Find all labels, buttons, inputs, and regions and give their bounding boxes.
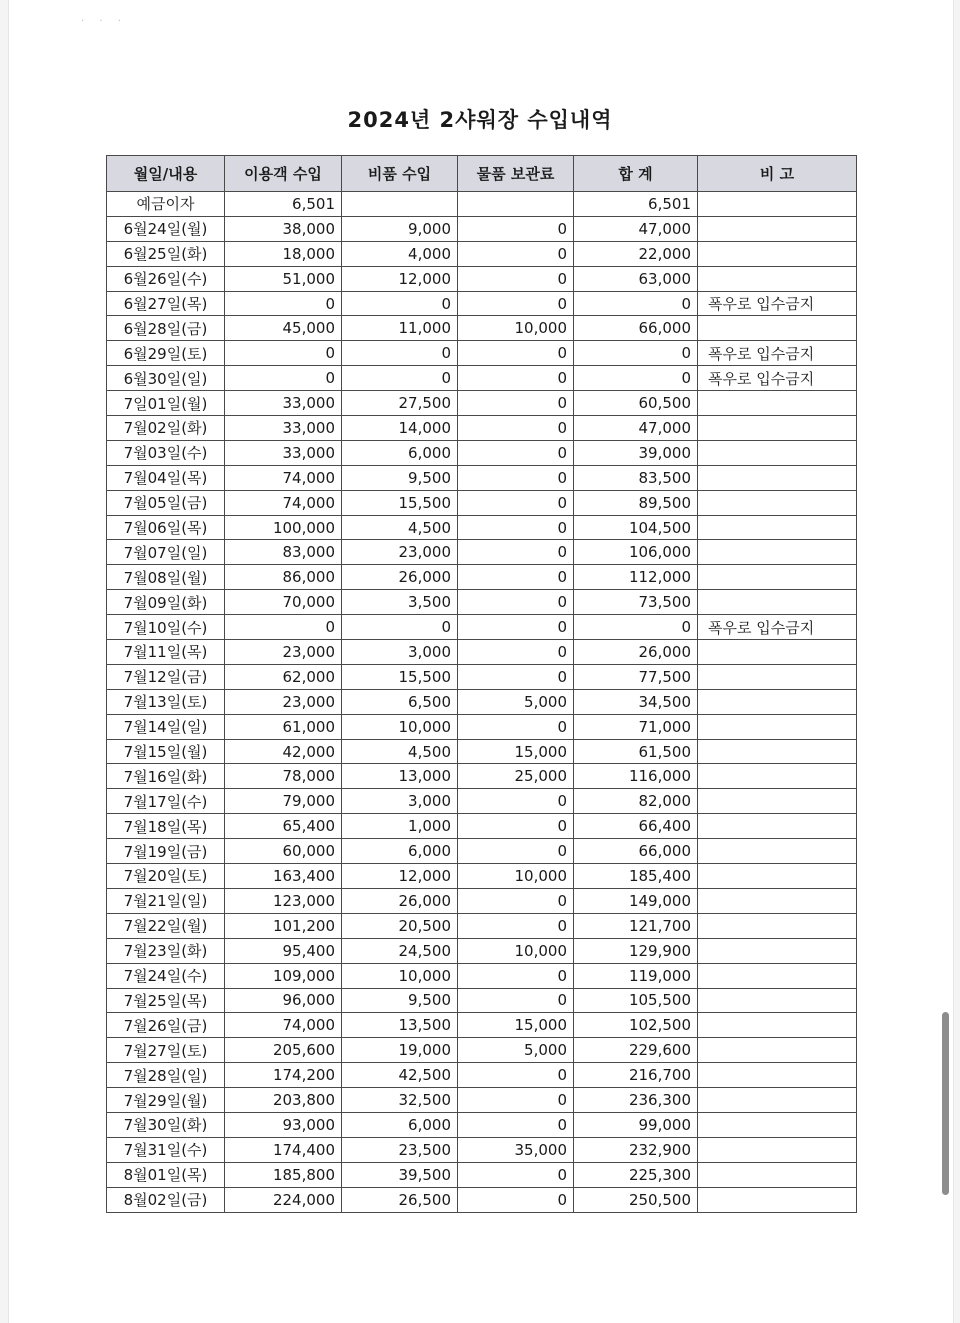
cell-total: 22,000 (574, 241, 698, 266)
cell-storage-fee: 0 (458, 540, 574, 565)
cell-supplies-revenue: 20,500 (342, 913, 458, 938)
cell-visitor-revenue: 93,000 (225, 1112, 342, 1137)
cell-visitor-revenue: 174,400 (225, 1137, 342, 1162)
cell-storage-fee: 0 (458, 590, 574, 615)
cell-total: 61,500 (574, 739, 698, 764)
cell-visitor-revenue: 33,000 (225, 440, 342, 465)
cell-total: 0 (574, 291, 698, 316)
cell-visitor-revenue: 205,600 (225, 1038, 342, 1063)
cell-total: 0 (574, 341, 698, 366)
cell-visitor-revenue: 42,000 (225, 739, 342, 764)
cell-note (698, 1088, 857, 1113)
cell-storage-fee: 5,000 (458, 689, 574, 714)
cell-visitor-revenue: 79,000 (225, 789, 342, 814)
cell-note (698, 1112, 857, 1137)
cell-note (698, 988, 857, 1013)
cell-note: 폭우로 입수금지 (698, 291, 857, 316)
cell-storage-fee: 0 (458, 266, 574, 291)
cell-date: 7월11일(목) (107, 640, 225, 665)
cell-visitor-revenue: 51,000 (225, 266, 342, 291)
cell-total: 236,300 (574, 1088, 698, 1113)
table-row (107, 266, 857, 291)
cell-total: 77,500 (574, 664, 698, 689)
cell-supplies-revenue: 23,000 (342, 540, 458, 565)
table-row (107, 888, 857, 913)
cell-visitor-revenue: 18,000 (225, 241, 342, 266)
cell-date: 7월07일(일) (107, 540, 225, 565)
cell-date: 7월09일(화) (107, 590, 225, 615)
cell-storage-fee: 0 (458, 515, 574, 540)
cell-date: 7월16일(화) (107, 764, 225, 789)
table-row (107, 1063, 857, 1088)
cell-total: 129,900 (574, 938, 698, 963)
cell-total: 112,000 (574, 565, 698, 590)
cell-supplies-revenue: 6,000 (342, 839, 458, 864)
cell-supplies-revenue: 3,000 (342, 789, 458, 814)
cell-storage-fee: 0 (458, 714, 574, 739)
cell-note (698, 216, 857, 241)
cell-note (698, 391, 857, 416)
cell-note (698, 1013, 857, 1038)
cell-note (698, 490, 857, 515)
cell-date: 7월13일(토) (107, 689, 225, 714)
cell-total: 0 (574, 615, 698, 640)
cell-supplies-revenue (342, 192, 458, 217)
cell-supplies-revenue: 0 (342, 291, 458, 316)
cell-date: 7월18일(목) (107, 814, 225, 839)
cell-note (698, 739, 857, 764)
cell-total: 121,700 (574, 913, 698, 938)
cell-storage-fee: 25,000 (458, 764, 574, 789)
cell-visitor-revenue: 203,800 (225, 1088, 342, 1113)
cell-date: 6월30일(일) (107, 366, 225, 391)
cell-storage-fee: 0 (458, 1063, 574, 1088)
cell-supplies-revenue: 23,500 (342, 1137, 458, 1162)
cell-date: 7월08일(월) (107, 565, 225, 590)
cell-date: 7월27일(토) (107, 1038, 225, 1063)
cell-supplies-revenue: 6,000 (342, 1112, 458, 1137)
cell-storage-fee (458, 192, 574, 217)
cell-storage-fee: 0 (458, 988, 574, 1013)
cell-storage-fee: 15,000 (458, 1013, 574, 1038)
cell-total: 47,000 (574, 216, 698, 241)
cell-total: 232,900 (574, 1137, 698, 1162)
cell-storage-fee: 0 (458, 565, 574, 590)
table-row (107, 1137, 857, 1162)
cell-note (698, 1162, 857, 1187)
cell-storage-fee: 0 (458, 814, 574, 839)
cell-total: 89,500 (574, 490, 698, 515)
cell-note (698, 913, 857, 938)
cell-note (698, 241, 857, 266)
cell-storage-fee: 0 (458, 241, 574, 266)
cell-total: 102,500 (574, 1013, 698, 1038)
table-row (107, 440, 857, 465)
cell-visitor-revenue: 83,000 (225, 540, 342, 565)
cell-visitor-revenue: 23,000 (225, 640, 342, 665)
cell-date: 7월20일(토) (107, 864, 225, 889)
cell-date: 7월24일(수) (107, 963, 225, 988)
cell-storage-fee: 0 (458, 913, 574, 938)
table-body (107, 192, 857, 1213)
cell-visitor-revenue: 74,000 (225, 1013, 342, 1038)
cell-date: 6월24일(월) (107, 216, 225, 241)
cell-date: 7월05일(금) (107, 490, 225, 515)
cell-supplies-revenue: 15,500 (342, 664, 458, 689)
cell-storage-fee: 0 (458, 490, 574, 515)
cell-total: 82,000 (574, 789, 698, 814)
cell-supplies-revenue: 4,500 (342, 739, 458, 764)
table-row (107, 366, 857, 391)
table-row (107, 216, 857, 241)
table-row (107, 1162, 857, 1187)
cell-date: 7월03일(수) (107, 440, 225, 465)
header-date: 월일/내용 (107, 156, 225, 192)
cell-note (698, 316, 857, 341)
header-visitor-revenue: 이용객 수입 (225, 156, 342, 192)
cell-total: 104,500 (574, 515, 698, 540)
cell-storage-fee: 0 (458, 1088, 574, 1113)
cell-visitor-revenue: 0 (225, 615, 342, 640)
cell-visitor-revenue: 0 (225, 366, 342, 391)
table-row (107, 316, 857, 341)
cell-storage-fee: 0 (458, 640, 574, 665)
table-row (107, 1112, 857, 1137)
cell-date: 7월23일(화) (107, 938, 225, 963)
cell-date: 예금이자 (107, 192, 225, 217)
table-row (107, 664, 857, 689)
cell-storage-fee: 0 (458, 1112, 574, 1137)
table-row (107, 416, 857, 441)
header-supplies-revenue: 비품 수입 (342, 156, 458, 192)
cell-note (698, 416, 857, 441)
cell-visitor-revenue: 224,000 (225, 1187, 342, 1212)
cell-visitor-revenue: 60,000 (225, 839, 342, 864)
cell-total: 66,000 (574, 316, 698, 341)
cell-supplies-revenue: 3,000 (342, 640, 458, 665)
cell-visitor-revenue: 100,000 (225, 515, 342, 540)
cell-date: 7월14일(일) (107, 714, 225, 739)
cell-supplies-revenue: 19,000 (342, 1038, 458, 1063)
cell-note (698, 540, 857, 565)
cell-visitor-revenue: 74,000 (225, 490, 342, 515)
cell-note (698, 888, 857, 913)
table-row (107, 192, 857, 217)
cell-date: 7월12일(금) (107, 664, 225, 689)
cell-visitor-revenue: 23,000 (225, 689, 342, 714)
table-row (107, 714, 857, 739)
cell-visitor-revenue: 0 (225, 341, 342, 366)
cell-supplies-revenue: 14,000 (342, 416, 458, 441)
cell-visitor-revenue: 33,000 (225, 416, 342, 441)
cell-supplies-revenue: 13,500 (342, 1013, 458, 1038)
cell-visitor-revenue: 101,200 (225, 913, 342, 938)
cell-date: 7월10일(수) (107, 615, 225, 640)
cell-supplies-revenue: 42,500 (342, 1063, 458, 1088)
cell-visitor-revenue: 163,400 (225, 864, 342, 889)
cell-date: 7일01일(월) (107, 391, 225, 416)
table-row (107, 590, 857, 615)
table-row (107, 540, 857, 565)
header-note: 비 고 (698, 156, 857, 192)
cell-total: 63,000 (574, 266, 698, 291)
header-storage-fee: 물품 보관료 (458, 156, 574, 192)
cell-total: 105,500 (574, 988, 698, 1013)
scan-artifact: · · · (81, 16, 127, 27)
cell-date: 6월27일(목) (107, 291, 225, 316)
cell-note: 폭우로 입수금지 (698, 341, 857, 366)
cell-visitor-revenue: 123,000 (225, 888, 342, 913)
cell-date: 7월29일(월) (107, 1088, 225, 1113)
cell-supplies-revenue: 11,000 (342, 316, 458, 341)
cell-date: 7월30일(화) (107, 1112, 225, 1137)
cell-note (698, 938, 857, 963)
table-row (107, 1187, 857, 1212)
cell-supplies-revenue: 13,000 (342, 764, 458, 789)
cell-supplies-revenue: 12,000 (342, 864, 458, 889)
cell-date: 7월19일(금) (107, 839, 225, 864)
cell-storage-fee: 0 (458, 615, 574, 640)
table-row (107, 640, 857, 665)
cell-date: 7월15일(월) (107, 739, 225, 764)
cell-note (698, 1063, 857, 1088)
document-title: 2024년 2샤워장 수입내역 (347, 108, 613, 132)
cell-total: 6,501 (574, 192, 698, 217)
cell-storage-fee: 5,000 (458, 1038, 574, 1063)
cell-visitor-revenue: 185,800 (225, 1162, 342, 1187)
cell-note (698, 465, 857, 490)
cell-supplies-revenue: 9,500 (342, 465, 458, 490)
cell-storage-fee: 0 (458, 216, 574, 241)
table-row (107, 988, 857, 1013)
cell-supplies-revenue: 12,000 (342, 266, 458, 291)
cell-date: 6월28일(금) (107, 316, 225, 341)
cell-note (698, 192, 857, 217)
cell-visitor-revenue: 86,000 (225, 565, 342, 590)
cell-total: 83,500 (574, 465, 698, 490)
cell-note (698, 963, 857, 988)
cell-date: 7월22일(월) (107, 913, 225, 938)
cell-note: 폭우로 입수금지 (698, 615, 857, 640)
cell-supplies-revenue: 4,500 (342, 515, 458, 540)
cell-date: 8월02일(금) (107, 1187, 225, 1212)
cell-supplies-revenue: 10,000 (342, 963, 458, 988)
cell-note (698, 440, 857, 465)
cell-supplies-revenue: 26,000 (342, 565, 458, 590)
cell-date: 8월01일(목) (107, 1162, 225, 1187)
table-row (107, 341, 857, 366)
cell-visitor-revenue: 61,000 (225, 714, 342, 739)
cell-supplies-revenue: 32,500 (342, 1088, 458, 1113)
cell-supplies-revenue: 6,000 (342, 440, 458, 465)
cell-storage-fee: 0 (458, 465, 574, 490)
table-row (107, 913, 857, 938)
table-row (107, 241, 857, 266)
cell-total: 225,300 (574, 1162, 698, 1187)
cell-supplies-revenue: 9,000 (342, 216, 458, 241)
cell-visitor-revenue: 45,000 (225, 316, 342, 341)
cell-total: 185,400 (574, 864, 698, 889)
cell-storage-fee: 10,000 (458, 316, 574, 341)
cell-total: 71,000 (574, 714, 698, 739)
cell-visitor-revenue: 70,000 (225, 590, 342, 615)
table-row (107, 465, 857, 490)
cell-note (698, 1187, 857, 1212)
cell-storage-fee: 0 (458, 963, 574, 988)
cell-note (698, 864, 857, 889)
cell-note (698, 515, 857, 540)
cell-note (698, 689, 857, 714)
table-row (107, 1088, 857, 1113)
table-row (107, 764, 857, 789)
cell-date: 6월26일(수) (107, 266, 225, 291)
cell-note (698, 1137, 857, 1162)
table-row (107, 291, 857, 316)
cell-storage-fee: 10,000 (458, 864, 574, 889)
table-row (107, 1013, 857, 1038)
cell-storage-fee: 0 (458, 1162, 574, 1187)
cell-note (698, 839, 857, 864)
cell-storage-fee: 35,000 (458, 1137, 574, 1162)
cell-supplies-revenue: 9,500 (342, 988, 458, 1013)
table-row (107, 1038, 857, 1063)
table-row (107, 864, 857, 889)
cell-supplies-revenue: 4,000 (342, 241, 458, 266)
cell-storage-fee: 0 (458, 416, 574, 441)
cell-date: 7월06일(목) (107, 515, 225, 540)
cell-supplies-revenue: 6,500 (342, 689, 458, 714)
cell-date: 7월28일(일) (107, 1063, 225, 1088)
table-row (107, 739, 857, 764)
cell-supplies-revenue: 0 (342, 615, 458, 640)
cell-total: 116,000 (574, 764, 698, 789)
table-row (107, 515, 857, 540)
cell-supplies-revenue: 0 (342, 341, 458, 366)
cell-visitor-revenue: 65,400 (225, 814, 342, 839)
table-row (107, 963, 857, 988)
cell-visitor-revenue: 109,000 (225, 963, 342, 988)
cell-supplies-revenue: 15,500 (342, 490, 458, 515)
cell-total: 66,400 (574, 814, 698, 839)
cell-note (698, 266, 857, 291)
cell-total: 39,000 (574, 440, 698, 465)
cell-visitor-revenue: 33,000 (225, 391, 342, 416)
cell-date: 7월21일(일) (107, 888, 225, 913)
table-row (107, 615, 857, 640)
cell-note (698, 664, 857, 689)
cell-date: 6월29일(토) (107, 341, 225, 366)
cell-supplies-revenue: 3,500 (342, 590, 458, 615)
cell-total: 99,000 (574, 1112, 698, 1137)
cell-total: 229,600 (574, 1038, 698, 1063)
scrollbar-thumb[interactable] (942, 1012, 949, 1195)
table-row (107, 839, 857, 864)
cell-supplies-revenue: 27,500 (342, 391, 458, 416)
cell-supplies-revenue: 24,500 (342, 938, 458, 963)
cell-note (698, 789, 857, 814)
table-row (107, 814, 857, 839)
cell-storage-fee: 0 (458, 1187, 574, 1212)
table-row (107, 565, 857, 590)
cell-storage-fee: 0 (458, 440, 574, 465)
header-total: 합 계 (574, 156, 698, 192)
cell-note (698, 640, 857, 665)
cell-note: 폭우로 입수금지 (698, 366, 857, 391)
cell-storage-fee: 0 (458, 341, 574, 366)
cell-storage-fee: 0 (458, 391, 574, 416)
cell-visitor-revenue: 74,000 (225, 465, 342, 490)
cell-storage-fee: 0 (458, 888, 574, 913)
revenue-table (106, 155, 857, 1213)
cell-total: 149,000 (574, 888, 698, 913)
cell-total: 66,000 (574, 839, 698, 864)
cell-storage-fee: 0 (458, 291, 574, 316)
cell-total: 119,000 (574, 963, 698, 988)
cell-total: 34,500 (574, 689, 698, 714)
cell-visitor-revenue: 6,501 (225, 192, 342, 217)
cell-total: 60,500 (574, 391, 698, 416)
cell-visitor-revenue: 96,000 (225, 988, 342, 1013)
cell-storage-fee: 10,000 (458, 938, 574, 963)
cell-supplies-revenue: 10,000 (342, 714, 458, 739)
cell-date: 7월31일(수) (107, 1137, 225, 1162)
cell-storage-fee: 0 (458, 664, 574, 689)
cell-visitor-revenue: 95,400 (225, 938, 342, 963)
cell-supplies-revenue: 0 (342, 366, 458, 391)
cell-total: 73,500 (574, 590, 698, 615)
cell-note (698, 764, 857, 789)
cell-note (698, 814, 857, 839)
cell-supplies-revenue: 26,500 (342, 1187, 458, 1212)
cell-visitor-revenue: 174,200 (225, 1063, 342, 1088)
cell-total: 216,700 (574, 1063, 698, 1088)
cell-storage-fee: 0 (458, 366, 574, 391)
cell-date: 7월17일(수) (107, 789, 225, 814)
cell-date: 7월02일(화) (107, 416, 225, 441)
cell-total: 47,000 (574, 416, 698, 441)
table-row (107, 490, 857, 515)
cell-total: 106,000 (574, 540, 698, 565)
table-row (107, 391, 857, 416)
cell-storage-fee: 0 (458, 789, 574, 814)
cell-note (698, 1038, 857, 1063)
cell-total: 26,000 (574, 640, 698, 665)
cell-note (698, 714, 857, 739)
cell-total: 0 (574, 366, 698, 391)
cell-visitor-revenue: 0 (225, 291, 342, 316)
table-header-row (107, 156, 857, 192)
cell-storage-fee: 15,000 (458, 739, 574, 764)
cell-note (698, 590, 857, 615)
cell-date: 7월26일(금) (107, 1013, 225, 1038)
table-row (107, 789, 857, 814)
cell-total: 250,500 (574, 1187, 698, 1212)
cell-supplies-revenue: 39,500 (342, 1162, 458, 1187)
table-row (107, 689, 857, 714)
cell-supplies-revenue: 26,000 (342, 888, 458, 913)
table-row (107, 938, 857, 963)
cell-visitor-revenue: 78,000 (225, 764, 342, 789)
cell-storage-fee: 0 (458, 839, 574, 864)
cell-date: 7월25일(목) (107, 988, 225, 1013)
cell-supplies-revenue: 1,000 (342, 814, 458, 839)
cell-note (698, 565, 857, 590)
cell-visitor-revenue: 38,000 (225, 216, 342, 241)
cell-visitor-revenue: 62,000 (225, 664, 342, 689)
cell-date: 7월04일(목) (107, 465, 225, 490)
cell-date: 6월25일(화) (107, 241, 225, 266)
